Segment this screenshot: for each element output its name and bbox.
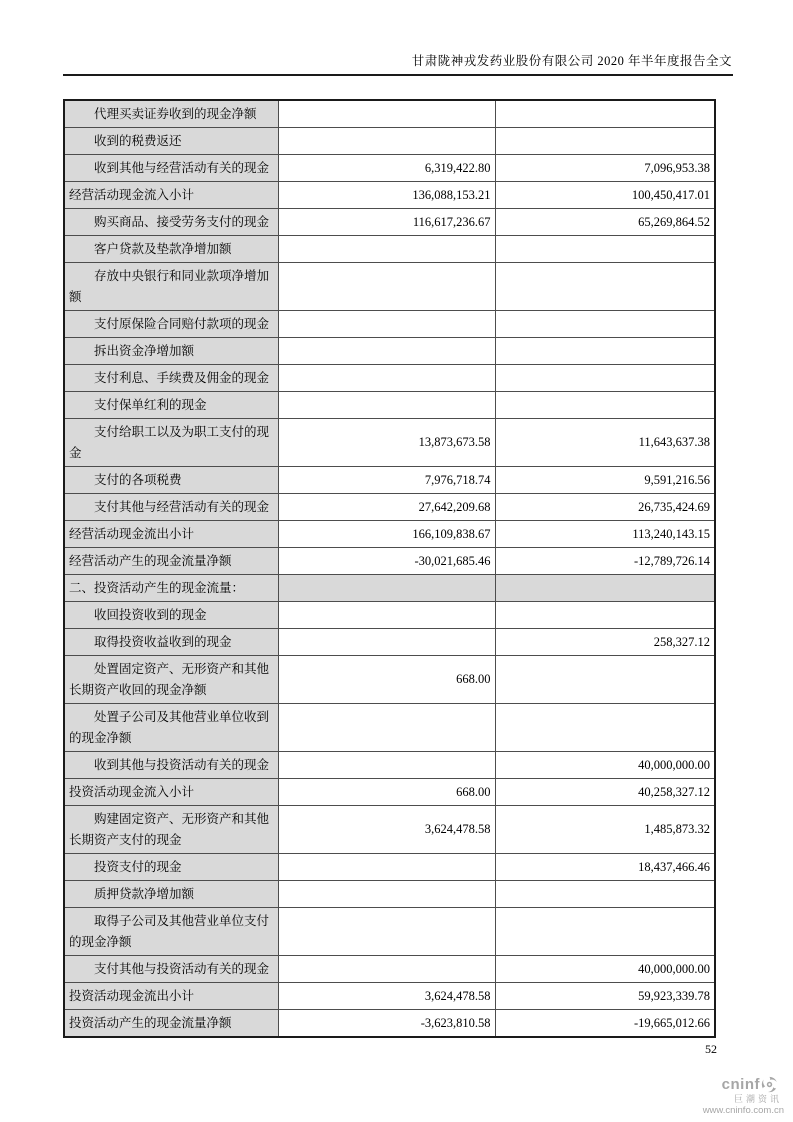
amount-col2-cell	[495, 575, 715, 602]
row-label-cell: 投资支付的现金	[64, 854, 278, 881]
page-number: 52	[705, 1042, 717, 1056]
amount-col2-cell	[495, 365, 715, 392]
table-row	[64, 100, 715, 128]
row-label-cell: 收回投资收到的现金	[64, 602, 278, 629]
amount-col2-cell	[495, 236, 715, 263]
cash-flow-table	[63, 99, 716, 1038]
table-row	[64, 779, 715, 806]
row-label-cell: 经营活动产生的现金流量净额	[64, 548, 278, 575]
amount-col1-cell	[278, 908, 495, 956]
table-row	[64, 656, 715, 704]
amount-col1-cell: 6,319,422.80	[278, 155, 495, 182]
row-label-cell: 收到其他与投资活动有关的现金	[64, 752, 278, 779]
table-row	[64, 263, 715, 311]
row-label-cell: 经营活动现金流入小计	[64, 182, 278, 209]
amount-col2-cell: 258,327.12	[495, 629, 715, 656]
row-label-cell: 支付原保险合同赔付款项的现金	[64, 311, 278, 338]
amount-col1-cell: 27,642,209.68	[278, 494, 495, 521]
amount-col2-cell	[495, 881, 715, 908]
amount-col1-cell	[278, 854, 495, 881]
amount-col1-cell: -30,021,685.46	[278, 548, 495, 575]
amount-col2-cell	[495, 656, 715, 704]
row-label-cell: 代理买卖证券收到的现金净额	[64, 100, 278, 128]
amount-col1-cell: 7,976,718.74	[278, 467, 495, 494]
cninfo-caption: 巨潮资讯	[733, 1094, 782, 1104]
amount-col1-cell: 3,624,478.58	[278, 983, 495, 1010]
table-row	[64, 521, 715, 548]
table-row	[64, 236, 715, 263]
table-row	[64, 602, 715, 629]
table-row	[64, 908, 715, 956]
amount-col2-cell: 40,000,000.00	[495, 752, 715, 779]
table-row	[64, 806, 715, 854]
row-label-cell: 支付的各项税费	[64, 467, 278, 494]
amount-col2-cell: 40,000,000.00	[495, 956, 715, 983]
table-row	[64, 752, 715, 779]
amount-col1-cell	[278, 311, 495, 338]
amount-col2-cell: 26,735,424.69	[495, 494, 715, 521]
table-row	[64, 1010, 715, 1038]
table-row	[64, 365, 715, 392]
cninfo-brand-text: cninf	[721, 1076, 760, 1093]
amount-col2-cell	[495, 392, 715, 419]
amount-col2-cell: -12,789,726.14	[495, 548, 715, 575]
amount-col1-cell: 13,873,673.58	[278, 419, 495, 467]
amount-col2-cell	[495, 100, 715, 128]
amount-col2-cell	[495, 704, 715, 752]
amount-col2-cell: -19,665,012.66	[495, 1010, 715, 1038]
cninfo-logo	[672, 1076, 784, 1093]
amount-col2-cell: 11,643,637.38	[495, 419, 715, 467]
amount-col1-cell	[278, 338, 495, 365]
cninfo-url: www.cninfo.com.cn	[702, 1105, 784, 1116]
amount-col1-cell	[278, 263, 495, 311]
amount-col1-cell: 668.00	[278, 656, 495, 704]
table-row	[64, 311, 715, 338]
row-label-cell: 拆出资金净增加额	[64, 338, 278, 365]
row-label-cell: 支付给职工以及为职工支付的现金	[64, 419, 278, 467]
amount-col1-cell: 136,088,153.21	[278, 182, 495, 209]
amount-col2-cell: 7,096,953.38	[495, 155, 715, 182]
row-label-cell: 支付其他与经营活动有关的现金	[64, 494, 278, 521]
amount-col2-cell: 65,269,864.52	[495, 209, 715, 236]
table-row	[64, 983, 715, 1010]
table-row	[64, 338, 715, 365]
amount-col2-cell: 1,485,873.32	[495, 806, 715, 854]
amount-col2-cell	[495, 311, 715, 338]
amount-col2-cell: 59,923,339.78	[495, 983, 715, 1010]
amount-col2-cell: 9,591,216.56	[495, 467, 715, 494]
amount-col2-cell: 40,258,327.12	[495, 779, 715, 806]
row-label-cell: 收到的税费返还	[64, 128, 278, 155]
table-row	[64, 155, 715, 182]
table-row	[64, 548, 715, 575]
amount-col1-cell	[278, 575, 495, 602]
row-label-cell: 经营活动现金流出小计	[64, 521, 278, 548]
amount-col1-cell	[278, 602, 495, 629]
row-label-cell: 收到其他与经营活动有关的现金	[64, 155, 278, 182]
table-row	[64, 392, 715, 419]
row-label-cell: 投资活动产生的现金流量净额	[64, 1010, 278, 1038]
amount-col2-cell	[495, 602, 715, 629]
table-row	[64, 956, 715, 983]
cninfo-watermark	[672, 1076, 784, 1116]
table-row	[64, 209, 715, 236]
amount-col1-cell	[278, 956, 495, 983]
row-label-cell: 投资活动现金流入小计	[64, 779, 278, 806]
amount-col1-cell: 3,624,478.58	[278, 806, 495, 854]
amount-col1-cell: 668.00	[278, 779, 495, 806]
table-row	[64, 704, 715, 752]
amount-col2-cell: 100,450,417.01	[495, 182, 715, 209]
amount-col1-cell	[278, 881, 495, 908]
amount-col2-cell	[495, 908, 715, 956]
amount-col2-cell: 113,240,143.15	[495, 521, 715, 548]
amount-col1-cell: 116,617,236.67	[278, 209, 495, 236]
amount-col1-cell	[278, 752, 495, 779]
amount-col1-cell	[278, 704, 495, 752]
amount-col1-cell	[278, 100, 495, 128]
amount-col1-cell: 166,109,838.67	[278, 521, 495, 548]
amount-col2-cell: 18,437,466.46	[495, 854, 715, 881]
row-label-cell: 存放中央银行和同业款项净增加额	[64, 263, 278, 311]
row-label-cell: 处置固定资产、无形资产和其他长期资产收回的现金净额	[64, 656, 278, 704]
table-row	[64, 128, 715, 155]
row-label-cell: 支付保单红利的现金	[64, 392, 278, 419]
row-label-cell: 二、投资活动产生的现金流量：	[64, 575, 278, 602]
amount-col1-cell: -3,623,810.58	[278, 1010, 495, 1038]
report-title: 甘肃陇神戎发药业股份有限公司 2020 年半年度报告全文	[411, 54, 732, 68]
row-label-cell: 购建固定资产、无形资产和其他长期资产支付的现金	[64, 806, 278, 854]
row-label-cell: 支付利息、手续费及佣金的现金	[64, 365, 278, 392]
row-label-cell: 取得子公司及其他营业单位支付的现金净额	[64, 908, 278, 956]
amount-col2-cell	[495, 338, 715, 365]
amount-col2-cell	[495, 128, 715, 155]
table-row	[64, 467, 715, 494]
row-label-cell: 购买商品、接受劳务支付的现金	[64, 209, 278, 236]
cninfo-swirl-icon	[761, 1076, 778, 1093]
table-row	[64, 182, 715, 209]
table-row	[64, 854, 715, 881]
table-row	[64, 629, 715, 656]
table-row	[64, 881, 715, 908]
row-label-cell: 支付其他与投资活动有关的现金	[64, 956, 278, 983]
row-label-cell: 客户贷款及垫款净增加额	[64, 236, 278, 263]
amount-col1-cell	[278, 629, 495, 656]
row-label-cell: 取得投资收益收到的现金	[64, 629, 278, 656]
table-row	[64, 494, 715, 521]
row-label-cell: 质押贷款净增加额	[64, 881, 278, 908]
amount-col1-cell	[278, 236, 495, 263]
amount-col1-cell	[278, 365, 495, 392]
section-header-row	[64, 575, 715, 602]
amount-col1-cell	[278, 392, 495, 419]
table-row	[64, 419, 715, 467]
header-rule	[63, 74, 733, 76]
amount-col2-cell	[495, 263, 715, 311]
amount-col1-cell	[278, 128, 495, 155]
row-label-cell: 投资活动现金流出小计	[64, 983, 278, 1010]
row-label-cell: 处置子公司及其他营业单位收到的现金净额	[64, 704, 278, 752]
